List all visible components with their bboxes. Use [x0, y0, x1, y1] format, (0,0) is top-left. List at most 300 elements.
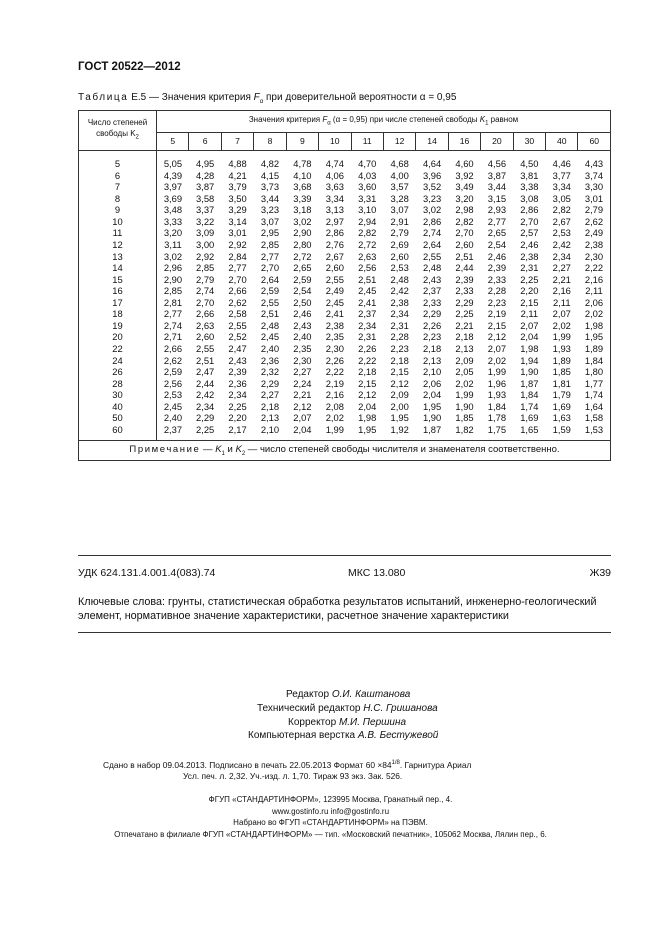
k1-header-cell: 6	[189, 133, 221, 151]
k2-cell: 12	[79, 239, 157, 251]
value-cell: 2,62	[228, 296, 247, 308]
value-cell: 2,58	[228, 308, 247, 320]
value-cell: 2,30	[578, 251, 611, 263]
value-cell: 2,37	[422, 285, 442, 297]
value-cell: 2,37	[163, 423, 183, 435]
value-cell: 2,70	[196, 296, 215, 308]
value-cell: 2,44	[455, 262, 474, 274]
value-cell: 1,79	[552, 389, 571, 401]
k1-header-cell: 12	[383, 133, 415, 151]
k2-cell: 10	[79, 216, 157, 228]
value-cell: 4,28	[196, 169, 215, 181]
value-cell: 2,62	[578, 216, 611, 228]
value-cell: 2,23	[487, 296, 507, 308]
publisher-line-1: ФГУП «СТАНДАРТИНФОРМ», 123995 Москва, Гранатный пер., 4.	[208, 795, 453, 804]
value-cell: 2,45	[325, 296, 344, 308]
value-cell: 4,95	[196, 158, 215, 169]
value-cell: 2,12	[390, 377, 409, 389]
value-cell: 2,04	[358, 400, 377, 412]
value-cell: 1,98	[358, 412, 377, 424]
value-cell: 2,02	[325, 412, 344, 424]
value-cell: 1,90	[520, 366, 539, 378]
value-cell: 3,18	[293, 204, 312, 216]
editor-line: Редактор О.И. Каштанова	[286, 689, 411, 700]
value-cell: 2,54	[487, 238, 507, 250]
value-cell: 3,81	[520, 169, 539, 181]
table-row	[79, 412, 611, 424]
value-cell: 1,99	[552, 331, 571, 343]
value-cell: 2,32	[260, 366, 280, 378]
value-cell: 2,53	[163, 389, 183, 401]
value-cell: 3,11	[164, 238, 182, 250]
value-cell: 2,09	[455, 354, 474, 366]
value-cell: 2,79	[390, 227, 409, 239]
value-cell: 5,05	[163, 158, 183, 169]
value-cell: 2,31	[358, 331, 377, 343]
value-cell: 4,74	[325, 158, 344, 169]
value-cell: 2,27	[260, 389, 280, 401]
k1-header-cell: 40	[546, 133, 578, 151]
value-cell: 2,23	[390, 343, 409, 354]
table-row	[79, 297, 611, 309]
value-cell: 2,26	[422, 319, 442, 331]
value-cell: 2,06	[422, 377, 442, 389]
value-cell: 2,18	[422, 343, 442, 354]
value-cell: 2,43	[228, 354, 247, 366]
value-cell: 1,84	[520, 389, 539, 401]
value-cell: 3,87	[487, 169, 507, 181]
value-cell: 1,90	[422, 412, 442, 424]
caption-symbol: F	[253, 92, 260, 103]
value-cell: 2,74	[422, 227, 442, 239]
value-cell: 1,96	[487, 377, 507, 389]
value-cell: 2,20	[228, 412, 247, 424]
table-row	[79, 151, 611, 170]
value-cell: 2,02	[578, 308, 611, 320]
value-cell: 2,79	[578, 204, 611, 216]
value-cell: 3,08	[520, 192, 539, 204]
value-cell: 1,63	[552, 412, 571, 424]
value-cell: 1,77	[578, 378, 611, 390]
k2-cell: 16	[79, 285, 157, 297]
value-cell: 2,70	[228, 273, 247, 285]
value-cell: 1,74	[520, 400, 539, 412]
k2-header-sub: 2	[135, 134, 139, 141]
value-cell: 1,93	[552, 343, 571, 354]
value-cell: 2,04	[520, 331, 539, 343]
value-cell: 1,87	[520, 377, 539, 389]
value-cell: 1,95	[358, 423, 377, 435]
table-row	[79, 378, 611, 390]
value-cell: 1,95	[422, 400, 442, 412]
value-cell: 2,86	[325, 227, 344, 239]
value-cell: 1,69	[552, 400, 571, 412]
value-cell: 2,39	[228, 366, 247, 378]
value-cell: 2,22	[325, 366, 344, 378]
value-cell: 3,77	[552, 169, 571, 181]
caption-number: Е.5	[131, 92, 147, 103]
value-cell: 1,58	[578, 412, 611, 424]
value-cell: 2,12	[358, 389, 377, 401]
value-cell: 2,55	[422, 250, 442, 262]
publisher-line-2: www.gostinfo.ru info@gostinfo.ru	[271, 806, 390, 816]
okstu-code: Ж39	[589, 567, 611, 579]
value-cell: 2,42	[390, 285, 409, 297]
value-cell: 1,84	[487, 400, 507, 412]
value-cell: 2,60	[390, 250, 409, 262]
value-cell: 2,36	[260, 354, 280, 366]
value-cell: 3,58	[196, 192, 215, 204]
value-cell: 2,33	[422, 296, 442, 308]
value-cell: 1,99	[455, 389, 474, 401]
tech-editor-line: Технический редактор Н.С. Гришанова	[257, 702, 438, 714]
value-cell: 1,81	[552, 377, 571, 389]
table-caption	[78, 92, 456, 105]
value-cell: 3,34	[552, 181, 571, 193]
value-cell: 2,94	[358, 215, 377, 227]
mks-code: МКС 13.080	[348, 567, 406, 579]
k1-header-cell: 16	[448, 133, 480, 151]
value-cell: 2,67	[325, 250, 344, 262]
value-cell: 1,64	[578, 401, 611, 413]
value-cell: 2,49	[578, 227, 611, 239]
value-cell: 2,85	[196, 262, 215, 274]
table-row	[79, 193, 611, 205]
value-cell: 2,42	[552, 238, 571, 250]
value-cell: 4,21	[228, 169, 247, 181]
value-cell: 2,07	[293, 412, 312, 424]
value-cell: 2,47	[228, 343, 247, 354]
value-cell: 3,23	[260, 204, 280, 216]
value-cell: 3,73	[260, 181, 280, 193]
value-cell: 2,29	[260, 377, 280, 389]
value-cell: 2,28	[487, 285, 507, 297]
value-cell: 2,11	[578, 285, 611, 297]
value-cell: 3,63	[325, 181, 344, 193]
value-cell: 4,68	[390, 158, 409, 169]
value-cell: 3,69	[163, 192, 183, 204]
value-cell: 2,43	[422, 273, 442, 285]
k2-cell: 9	[79, 204, 157, 216]
value-cell: 1,93	[487, 389, 507, 401]
value-cell: 1,98	[520, 343, 539, 354]
value-cell: 2,69	[390, 238, 409, 250]
value-cell: 1,87	[422, 423, 442, 435]
value-cell: 2,60	[325, 262, 344, 274]
value-cell: 3,60	[358, 181, 377, 193]
corrector-line: Корректор М.И. Першина	[288, 716, 407, 728]
value-cell: 1,85	[455, 412, 474, 424]
value-cell: 3,28	[390, 192, 409, 204]
k2-cell: 19	[79, 320, 157, 332]
value-cell: 2,19	[325, 377, 344, 389]
divider-top	[78, 555, 611, 556]
value-cell: 2,35	[325, 331, 344, 343]
table-row	[79, 366, 611, 378]
value-cell: 2,06	[578, 297, 611, 309]
k2-cell: 20	[79, 331, 157, 343]
value-cell: 1,80	[578, 366, 611, 378]
table-row	[79, 181, 611, 193]
value-cell: 2,38	[390, 296, 409, 308]
value-cell: 1,82	[455, 423, 474, 435]
caption-label: Таблица	[78, 92, 129, 103]
value-cell: 2,81	[163, 296, 183, 308]
value-cell: 2,34	[390, 308, 409, 320]
value-cell: 2,26	[358, 343, 377, 354]
value-cell: 2,20	[520, 285, 539, 297]
value-cell: 2,77	[260, 250, 280, 262]
value-cell: 2,25	[228, 400, 247, 412]
value-cell: 4,46	[552, 158, 571, 169]
k1-header-cell: 7	[221, 133, 253, 151]
value-cell: 2,51	[260, 308, 280, 320]
value-cell: 3,22	[196, 215, 215, 227]
value-cell: 2,55	[325, 273, 344, 285]
value-cell: 2,48	[390, 273, 409, 285]
value-cell: 2,59	[260, 285, 280, 297]
value-cell: 1,92	[390, 423, 409, 435]
value-cell: 2,72	[293, 250, 312, 262]
value-cell: 2,48	[422, 262, 442, 274]
table-row	[79, 285, 611, 297]
table-row	[79, 320, 611, 332]
value-cell: 2,48	[260, 319, 280, 331]
k1-header-cell: 14	[416, 133, 448, 151]
table-row	[79, 308, 611, 320]
value-cell: 2,25	[196, 423, 215, 435]
value-cell: 2,80	[293, 238, 312, 250]
table-row	[79, 274, 611, 286]
value-cell: 2,85	[260, 238, 280, 250]
value-cell: 2,92	[228, 238, 247, 250]
value-cell: 2,51	[358, 273, 377, 285]
k2-cell: 14	[79, 262, 157, 274]
k2-cell: 60	[79, 424, 157, 440]
value-cell: 2,50	[293, 296, 312, 308]
value-cell: 2,63	[358, 250, 377, 262]
value-cell: 2,90	[163, 273, 183, 285]
value-cell: 3,48	[163, 204, 183, 216]
value-cell: 2,07	[487, 343, 507, 354]
value-cell: 3,20	[455, 192, 474, 204]
value-cell: 3,02	[293, 215, 312, 227]
value-cell: 2,11	[520, 308, 539, 320]
value-cell: 2,51	[455, 250, 474, 262]
value-cell: 4,43	[578, 151, 611, 170]
value-cell: 2,71	[163, 331, 183, 343]
k1-header-cell: 8	[254, 133, 286, 151]
value-cell: 2,90	[293, 227, 312, 239]
k2-cell: 50	[79, 412, 157, 424]
value-cell: 2,53	[390, 262, 409, 274]
value-cell: 2,97	[325, 215, 344, 227]
value-cell: 2,55	[260, 296, 280, 308]
value-cell: 1,89	[578, 343, 611, 355]
value-cell: 2,34	[228, 389, 247, 401]
value-cell: 4,70	[358, 158, 377, 169]
value-cell: 4,82	[260, 158, 280, 169]
value-cell: 2,09	[390, 389, 409, 401]
value-cell: 1,95	[578, 331, 611, 343]
table-row	[79, 343, 611, 355]
value-cell: 2,30	[293, 354, 312, 366]
value-cell: 1,53	[578, 424, 611, 440]
value-cell: 2,70	[260, 262, 280, 274]
value-cell: 2,66	[196, 308, 215, 320]
value-cell: 2,25	[455, 308, 474, 320]
k2-cell: 18	[79, 308, 157, 320]
value-cell: 2,39	[455, 273, 474, 285]
value-cell: 3,68	[293, 181, 312, 193]
value-cell: 2,15	[390, 366, 409, 378]
value-cell: 3,52	[422, 181, 442, 193]
value-cell: 2,82	[358, 227, 377, 239]
value-cell: 2,59	[163, 366, 183, 378]
value-cell: 2,16	[325, 389, 344, 401]
value-cell: 2,44	[196, 377, 215, 389]
value-cell: 2,57	[520, 227, 539, 239]
value-cell: 2,29	[422, 308, 442, 320]
value-cell: 1,89	[552, 354, 571, 366]
k2-column-header: Число степеней свободы $K_2$	[79, 111, 157, 151]
table-row	[79, 239, 611, 251]
value-cell: 2,74	[196, 285, 215, 297]
value-cell: 2,24	[293, 377, 312, 389]
value-cell: 3,07	[260, 215, 280, 227]
table-row	[79, 251, 611, 263]
value-cell: 4,00	[390, 169, 409, 181]
value-cell: 3,79	[228, 181, 247, 193]
value-cell: 1,65	[520, 423, 539, 435]
value-cell: 2,02	[552, 319, 571, 331]
value-cell: 1,78	[487, 412, 507, 424]
k2-cell: 40	[79, 401, 157, 413]
value-cell: 4,15	[260, 169, 280, 181]
value-cell: 2,30	[325, 343, 344, 354]
value-cell: 3,87	[196, 181, 215, 193]
value-cell: 2,13	[422, 354, 442, 366]
value-cell: 2,66	[228, 285, 247, 297]
table-row	[79, 331, 611, 343]
value-cell: 3,38	[520, 181, 539, 193]
value-cell: 2,47	[196, 366, 215, 378]
publisher-line-3: Набрано во ФГУП «СТАНДАРТИНФОРМ» на ПЭВМ.	[233, 818, 428, 827]
value-cell: 3,01	[228, 227, 247, 239]
value-cell: 2,60	[455, 238, 474, 250]
k2-cell: 17	[79, 297, 157, 309]
value-cell: 4,06	[325, 169, 344, 181]
value-cell: 2,19	[487, 308, 507, 320]
value-cell: 2,26	[325, 354, 344, 366]
value-cell: 2,76	[325, 238, 344, 250]
value-cell: 2,56	[163, 377, 183, 389]
divider-bottom	[78, 632, 611, 633]
value-cell: 2,70	[455, 227, 474, 239]
value-cell: 2,53	[552, 227, 571, 239]
value-cell: 3,01	[578, 193, 611, 205]
caption-text-before: — Значения критерия	[146, 92, 254, 103]
value-cell: 2,65	[293, 262, 312, 274]
value-cell: 3,05	[552, 192, 571, 204]
k2-cell: 6	[79, 170, 157, 182]
value-cell: 1,84	[578, 355, 611, 367]
value-cell: 3,30	[578, 181, 611, 193]
value-cell: 2,15	[520, 296, 539, 308]
value-cell: 1,98	[578, 320, 611, 332]
table-row	[79, 389, 611, 401]
table-row	[79, 204, 611, 216]
value-cell: 3,15	[487, 192, 507, 204]
value-cell: 2,21	[455, 319, 474, 331]
value-cell: 2,39	[487, 262, 507, 274]
value-cell: 2,63	[196, 319, 215, 331]
value-cell: 2,45	[358, 285, 377, 297]
value-cell: 3,07	[390, 204, 409, 216]
value-cell: 3,49	[455, 181, 474, 193]
table-body	[79, 151, 611, 441]
value-cell: 4,56	[487, 158, 507, 169]
value-cell: 2,16	[552, 285, 571, 297]
value-cell: 2,40	[260, 343, 280, 354]
k1-group-header: Значения критерия $F_\alpha$ (α = 0,95) при числе степеней свободы $K_1$ равном	[157, 111, 611, 133]
k1-header-cell: 9	[286, 133, 318, 151]
value-cell: 2,67	[552, 215, 571, 227]
value-cell: 2,77	[487, 215, 507, 227]
layout-line: Компьютерная верстка А.В. Бестужевой	[248, 730, 439, 742]
value-cell: 2,64	[422, 238, 442, 250]
value-cell: 2,82	[552, 204, 571, 216]
k1-values-row	[79, 133, 611, 151]
value-cell: 3,00	[196, 238, 215, 250]
value-cell: 2,10	[422, 366, 442, 378]
value-cell: 2,22	[578, 262, 611, 274]
value-cell: 2,16	[578, 274, 611, 286]
value-cell: 2,25	[520, 273, 539, 285]
caption-text-after: при доверительной вероятности α = 0,95	[263, 92, 457, 103]
value-cell: 3,33	[163, 215, 183, 227]
value-cell: 2,46	[293, 308, 312, 320]
value-cell: 3,14	[228, 215, 247, 227]
value-cell: 1,59	[552, 423, 571, 435]
value-cell: 3,44	[487, 181, 507, 193]
value-cell: 3,34	[325, 192, 344, 204]
value-cell: 2,96	[163, 262, 183, 274]
value-cell: 2,51	[196, 354, 215, 366]
value-cell: 4,50	[520, 158, 539, 169]
value-cell: 1,74	[578, 389, 611, 401]
value-cell: 2,17	[228, 423, 247, 435]
value-cell: 2,49	[325, 285, 344, 297]
value-cell: 2,02	[455, 377, 474, 389]
value-cell: 2,93	[487, 204, 507, 216]
value-cell: 2,82	[455, 215, 474, 227]
value-cell: 2,13	[455, 343, 474, 354]
value-cell: 1,90	[455, 400, 474, 412]
value-cell: 1,99	[325, 423, 344, 435]
value-cell: 4,88	[228, 158, 247, 169]
value-cell: 2,66	[163, 343, 183, 354]
value-cell: 4,64	[422, 158, 442, 169]
value-cell: 2,41	[325, 308, 344, 320]
k2-cell: 28	[79, 378, 157, 390]
value-cell: 4,60	[455, 158, 474, 169]
value-cell: 2,91	[390, 215, 409, 227]
value-cell: 2,05	[455, 366, 474, 378]
value-cell: 4,03	[358, 169, 377, 181]
value-cell: 3,20	[163, 227, 183, 239]
value-cell: 2,34	[196, 400, 215, 412]
